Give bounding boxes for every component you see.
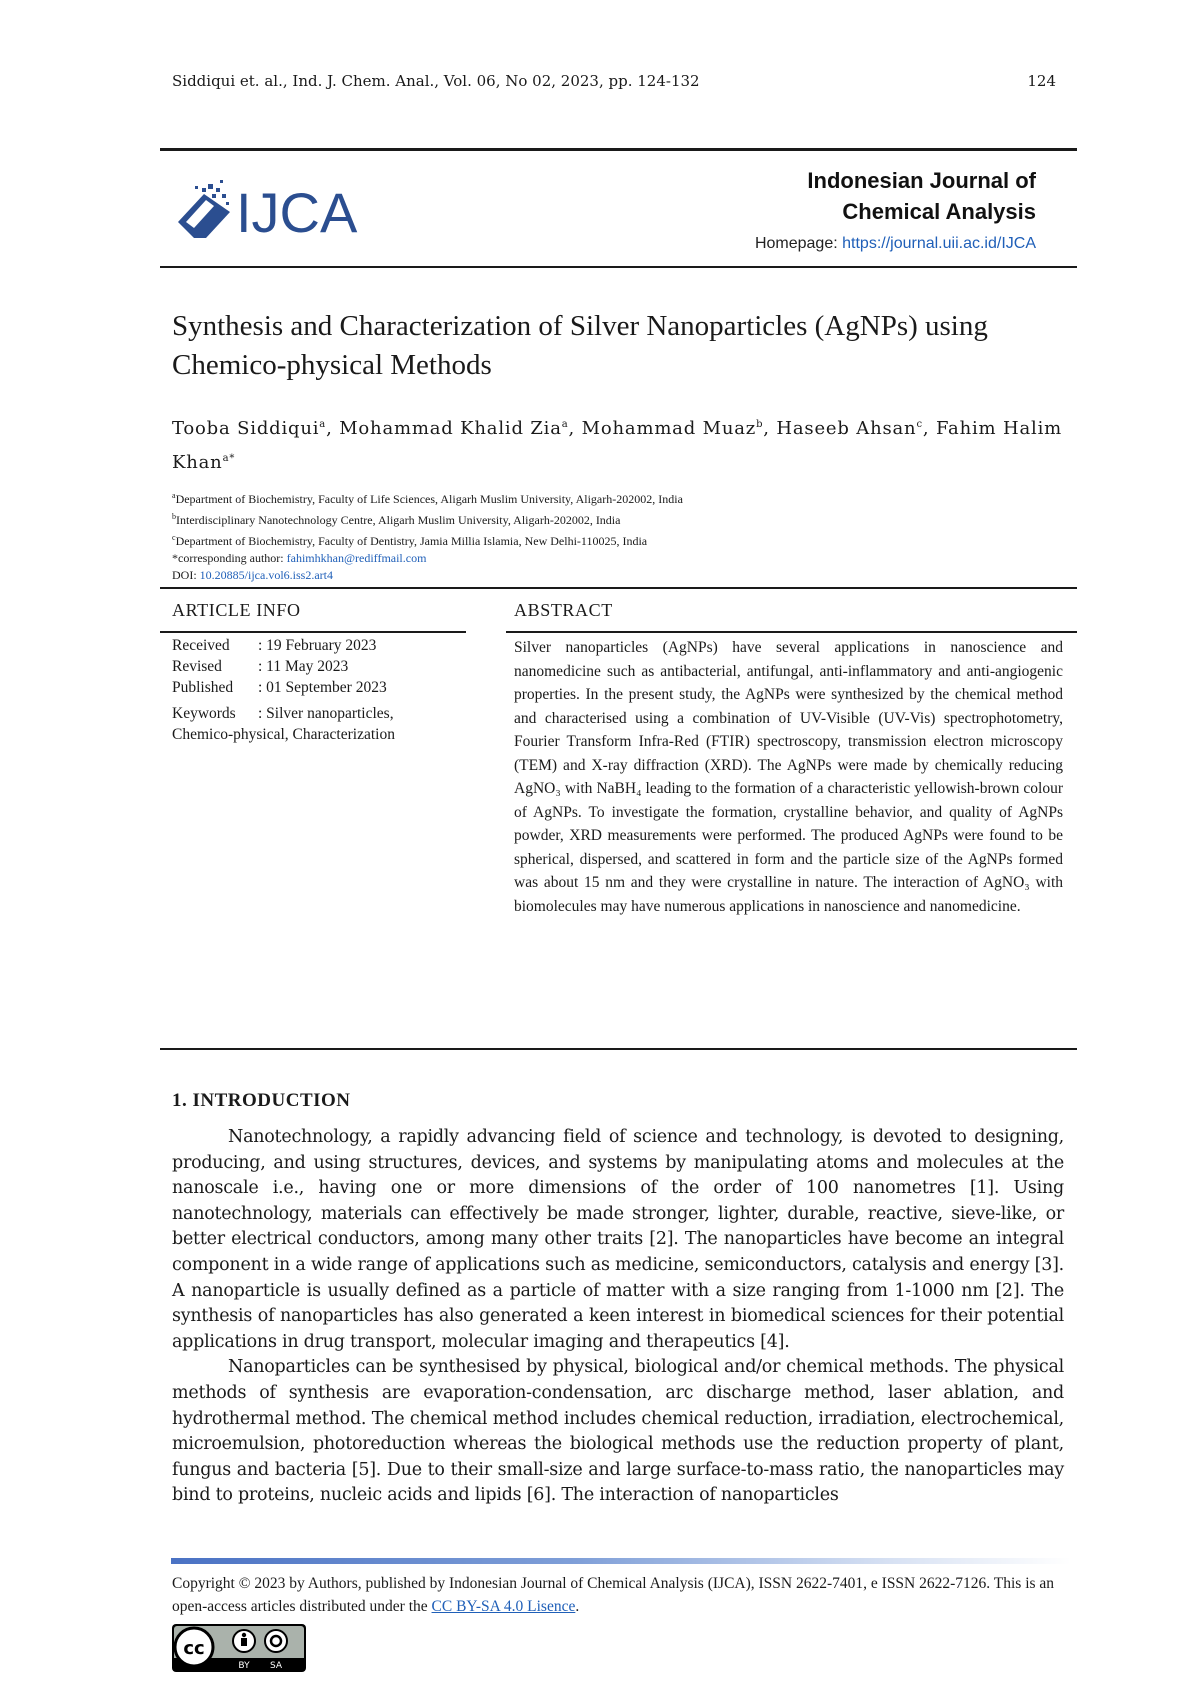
homepage-line <box>755 235 1036 253</box>
abstract-text: Silver nanoparticles (AgNPs) have several applications in nanoscience and nanomedicine such as antibacterial, antifungal, anti-inflammatory and anti-angiogenic properties. In the present study, the AgNPs were synthesized by the chemical method and characterised using a combination of UV-Visible (UV-Vis) spectrophotometry, Fourier Transform Infra-Red (FTIR) spectroscopy, transmission electron microscopy (TEM) and X-ray diffraction (XRD). The AgNPs were made by chemically reducing AgNO₃ with NaBH₄ leading to the formation of a characteristic yellowish-brown colour of AgNPs. To investigate the formation, crystalline behavior, and quality of AgNPs powder, XRD measurements were performed. The produced AgNPs were found to be spherical, dispersed, and scattered in form and the particle size of the AgNPs formed was about 15 nm and they were crystalline in nature. The interaction of AgNO₃ with biomolecules may have numerous applications in nanoscience and nanomedicine. <box>514 639 1063 915</box>
revised-value: : 11 May 2023 <box>258 658 349 675</box>
abstract-rule <box>506 631 1077 633</box>
footer-gradient-bar <box>171 1558 1071 1564</box>
received-label: Received <box>172 637 230 654</box>
corresponding-author <box>172 550 1062 567</box>
author-name: Mohammad Muaz <box>581 418 757 439</box>
page-number: 124 <box>1027 72 1056 90</box>
journal-masthead <box>755 165 1036 253</box>
article-info-rule <box>160 631 466 633</box>
affiliation-mark: c <box>172 533 176 542</box>
published-row <box>172 677 472 698</box>
homepage-label: Homepage: <box>754 235 843 252</box>
affiliation-item <box>172 508 1062 529</box>
copyright-text: Copyright © 2023 by Authors, published by Indonesian Journal of Chemical Analysis (IJCA), ISSN 2622-7401, e ISSN 2622-7126. This is an open-access articles distributed under the <box>172 1575 1055 1615</box>
author-name: Haseeb Ahsan <box>776 418 917 439</box>
affiliation-text: Department of Biochemistry, Faculty of Life Sciences, Aligarh Muslim University, Aligarh-202002, India <box>175 492 683 506</box>
keywords-value: : Silver nanoparticles, <box>258 705 394 722</box>
copyright-end: . <box>575 1598 580 1615</box>
journal-name-line1: Indonesian Journal of <box>807 168 1036 193</box>
masthead-bottom-rule <box>160 266 1077 268</box>
revised-label: Revised <box>172 658 222 675</box>
author-affil-mark: a* <box>222 453 236 464</box>
author-list: Tooba Siddiqui$^a$, Mohammad Khalid Zia$^a$, Mohammad Muaz$^b$, Haseeb Ahsan$^c$, Fahim Halim Khan$^{a*}$ <box>172 418 1063 473</box>
affiliation-mark: b <box>172 512 176 521</box>
affiliation-text: Department of Biochemistry, Faculty of Dentistry, Jamia Millia Islamia, New Delhi-110025, India <box>175 534 648 548</box>
corresponding-label: *corresponding author: <box>172 551 287 565</box>
article-info-table <box>172 635 472 745</box>
license-link[interactable]: CC BY-SA 4.0 Lisence <box>431 1598 576 1615</box>
logo-text: IJCA <box>236 181 358 244</box>
introduction-heading: 1. INTRODUCTION <box>172 1090 351 1111</box>
affiliations <box>172 487 1062 584</box>
corresponding-email-link[interactable]: fahimhkhan@rediffmail.com <box>286 551 427 565</box>
revised-row <box>172 656 472 677</box>
copyright-notice <box>172 1572 1072 1618</box>
masthead-top-rule <box>160 148 1077 151</box>
keywords-value-continued: Chemico-physical, Characterization <box>172 726 395 743</box>
author-affil-mark: c <box>916 419 923 430</box>
keywords-row <box>172 703 472 724</box>
cc-by-label: BY <box>238 1661 250 1671</box>
received-value: : 19 February 2023 <box>258 637 377 654</box>
affiliation-text: Interdisciplinary Nanotechnology Centre, Aligarh Muslim University, Aligarh-202002, India <box>176 513 621 527</box>
author-affil-mark: a <box>561 419 569 430</box>
cc-sa-label: SA <box>269 1661 283 1671</box>
published-label: Published <box>172 679 234 696</box>
author-affil-mark: b <box>756 419 764 430</box>
citation-line: Siddiqui et. al., Ind. J. Chem. Anal., Vol. 06, No 02, 2023, pp. 124-132 <box>172 72 700 90</box>
doi-link[interactable]: 10.20885/ijca.vol6.iss2.art4 <box>199 568 333 582</box>
info-top-rule <box>160 587 1077 589</box>
svg-text:cc: cc <box>183 1638 205 1659</box>
ijca-logo <box>164 178 392 244</box>
keywords-label: Keywords <box>172 705 236 722</box>
author-affil-mark: a <box>319 419 327 430</box>
homepage-link[interactable]: https://journal.uii.ac.id/IJCA <box>842 235 1036 252</box>
ijca-logo-icon <box>164 178 392 244</box>
affiliation-mark: a <box>172 491 176 500</box>
cc-by-sa-badge[interactable] <box>172 1624 306 1672</box>
received-row <box>172 635 472 656</box>
intro-paragraph-1: Nanotechnology, a rapidly advancing field of science and technology, is devoted to designing, producing, and using structures, devices, and systems by manipulating atoms and molecules at the nanoscale i.e., having one or more dimensions of the order of 100 nanometres [1]. Using nanotechnology, materials can effectively be made stronger, lighter, durable, reactive, sieve-like, or better electrical conductors, among many other traits [2]. The nanoparticles have become an integral component in a wide range of applications such as medicine, semiconductors, catalysis and energy [3]. A nanoparticle is usually defined as a particle of matter with a size ranging from 1-1000 nm [2]. The synthesis of nanoparticles has also generated a keen interest in biomedical sciences for their potential applications in drug transport, molecular imaging and therapeutics [4]. <box>172 1127 1064 1352</box>
published-value: : 01 September 2023 <box>258 679 387 696</box>
cc-license-icon <box>172 1624 306 1672</box>
doi-label: DOI: <box>172 568 200 582</box>
author-name: Fahim Halim Khan <box>172 418 1063 473</box>
intro-paragraph-2: Nanoparticles can be synthesised by physical, biological and/or chemical methods. The physical methods of synthesis are evaporation-condensation, arc discharge method, laser ablation, and hydrothermal method. The chemical method includes chemical reduction, irradiation, electrochemical, microemulsion, photoreduction whereas the biological methods use the reduction property of plant, fungus and bacteria [5]. Due to their small-size and large surface-to-mass ratio, the nanoparticles may bind to proteins, nucleic acids and lipids [6]. The interaction of nanoparticles <box>172 1357 1064 1506</box>
article-info-heading: ARTICLE INFO <box>172 600 301 620</box>
affiliation-item <box>172 529 1062 550</box>
doi-line <box>172 567 1062 584</box>
author-name: Tooba Siddiqui <box>172 418 320 439</box>
abstract-heading: ABSTRACT <box>514 600 613 620</box>
running-header <box>172 72 1056 90</box>
abstract-bottom-rule <box>160 1048 1077 1050</box>
introduction-body <box>172 1125 1064 1509</box>
affiliation-item <box>172 487 1062 508</box>
journal-name-line2: Chemical Analysis <box>842 199 1036 224</box>
author-name: Mohammad Khalid Zia <box>339 418 562 439</box>
article-title: Synthesis and Characterization of Silver Nanoparticles (AgNPs) using Chemico-physical Methods <box>172 310 988 381</box>
